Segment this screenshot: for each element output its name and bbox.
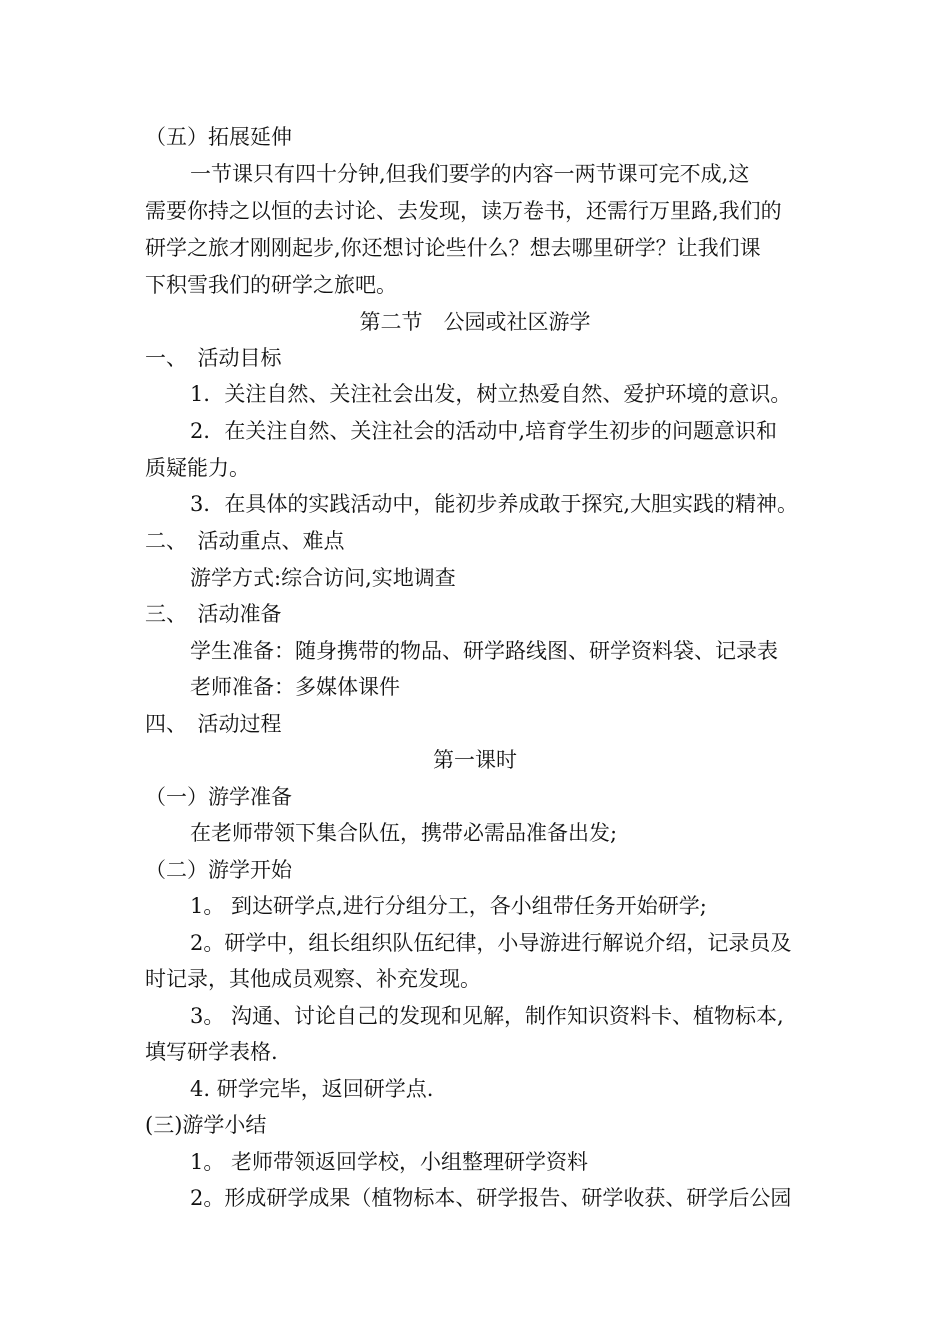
goals-item: 3．在具体的实践活动中，能初步养成敢于探究,大胆实践的精神。 bbox=[190, 492, 799, 516]
extension-line: 研学之旅才刚刚起步,你还想讨论些什么？想去哪里研学？让我们课 bbox=[145, 236, 761, 260]
extension-line: 需要你持之以恒的去讨论、去发现，读万卷书，还需行万里路,我们的 bbox=[145, 199, 782, 223]
step3-line: 1。 老师带领返回学校，小组整理研学资料 bbox=[190, 1150, 589, 1174]
student-preparation: 学生准备：随身携带的物品、研学路线图、研学资料袋、记录表 bbox=[190, 639, 778, 663]
extension-line: 一节课只有四十分钟,但我们要学的内容一两节课可完不成,这 bbox=[190, 162, 750, 186]
step2-line: 时记录，其他成员观察、补充发现。 bbox=[145, 967, 481, 991]
preparation-heading: 三、 活动准备 bbox=[145, 602, 282, 626]
goals-item: 2．在关注自然、关注社会的活动中,培育学生初步的问题意识和 bbox=[190, 419, 778, 443]
step2-line: 3。 沟通、讨论自己的发现和见解，制作知识资料卡、植物标本, bbox=[190, 1004, 784, 1028]
step2-line: 填写研学表格. bbox=[145, 1040, 278, 1064]
step2-line: 1。 到达研学点,进行分组分工，各小组带任务开始研学; bbox=[190, 894, 707, 918]
key-points-heading: 二、 活动重点、难点 bbox=[145, 529, 345, 553]
lesson-title: 第一课时 bbox=[433, 748, 517, 772]
teacher-preparation: 老师准备：多媒体课件 bbox=[190, 675, 400, 699]
section-title: 第二节 公园或社区游学 bbox=[359, 310, 591, 334]
process-heading: 四、 活动过程 bbox=[145, 712, 282, 736]
step1-heading: （一）游学准备 bbox=[145, 785, 292, 809]
step2-line: 4. 研学完毕，返回研学点. bbox=[190, 1077, 434, 1101]
extension-line: 下积雪我们的研学之旅吧。 bbox=[145, 273, 397, 297]
step2-line: 2。研学中，组长组织队伍纪律，小导游进行解说介绍，记录员及 bbox=[190, 931, 792, 955]
step3-line: 2。形成研学成果（植物标本、研学报告、研学收获、研学后公园 bbox=[190, 1186, 792, 1210]
step3-heading: (三)游学小结 bbox=[145, 1113, 267, 1137]
step1-text: 在老师带领下集合队伍，携带必需品准备出发; bbox=[190, 821, 618, 845]
step2-heading: （二）游学开始 bbox=[145, 858, 292, 882]
goals-item: 1．关注自然、关注社会出发，树立热爱自然、爱护环境的意识。 bbox=[190, 382, 792, 406]
goals-item: 质疑能力。 bbox=[145, 456, 250, 480]
extension-heading: （五）拓展延伸 bbox=[145, 125, 292, 149]
goals-heading: 一、 活动目标 bbox=[145, 346, 282, 370]
key-points-text: 游学方式:综合访问,实地调查 bbox=[190, 566, 456, 590]
